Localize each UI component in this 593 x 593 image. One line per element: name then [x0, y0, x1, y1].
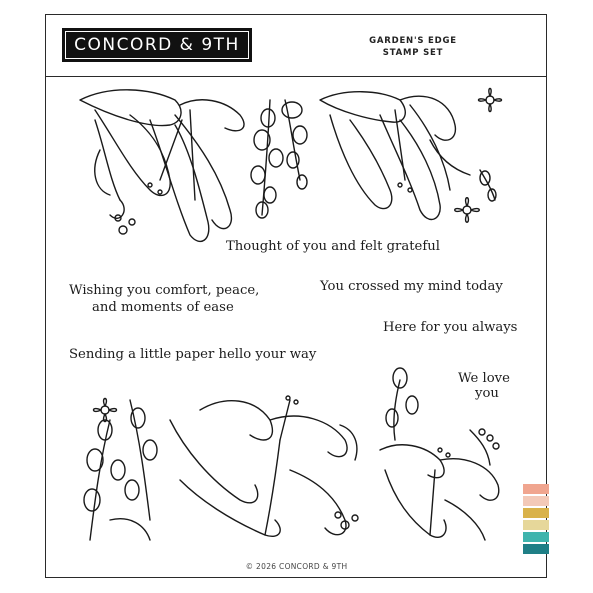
product-name-line2: STAMP SET	[382, 48, 444, 58]
small-flower-top-right-icon	[455, 89, 502, 223]
sentiment-wishing-comfort-line2: and moments of ease	[92, 300, 234, 315]
sentiment-we-love-line2: you	[475, 386, 499, 401]
sentiment-here-for-you: Here for you always	[383, 320, 518, 335]
sentiment-crossed-my-mind: You crossed my mind today	[320, 279, 503, 294]
swatch-3	[523, 508, 549, 518]
copyright-footer: © 2026 CONCORD & 9TH	[245, 562, 348, 571]
hanging-buds-icon	[251, 100, 307, 218]
sentiment-we-love-line1: We love	[458, 371, 510, 386]
swatch-6	[523, 544, 549, 554]
sentiment-paper-hello: Sending a little paper hello your way	[69, 347, 317, 362]
product-name-line1: GARDEN'S EDGE	[369, 36, 457, 46]
swatch-4	[523, 520, 549, 530]
top-right-flower-icon	[320, 92, 470, 220]
bottom-left-branch-icon	[84, 399, 157, 541]
swatch-2	[523, 496, 549, 506]
top-left-flower-icon	[80, 90, 244, 242]
bottom-center-flower-icon	[170, 396, 358, 536]
color-swatches	[523, 484, 549, 556]
swatch-1	[523, 484, 549, 494]
sentiment-thought-of-you: Thought of you and felt grateful	[226, 239, 440, 254]
brand-logo: CONCORD & 9TH	[62, 28, 252, 62]
sentiment-wishing-comfort-line1: Wishing you comfort, peace,	[69, 283, 260, 298]
swatch-5	[523, 532, 549, 542]
